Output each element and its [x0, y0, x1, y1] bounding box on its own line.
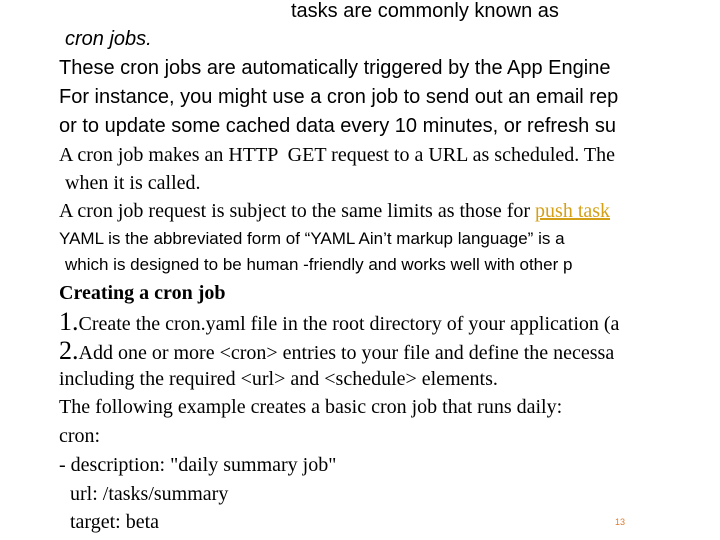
line-12	[59, 309, 619, 335]
line-19: target: beta	[70, 511, 160, 533]
line-17: - description: "daily summary job"	[59, 454, 337, 476]
line-9: YAML is the abbreviated form of “YAML Ain’t markup language” is a	[59, 229, 565, 248]
line-7: when it is called.	[65, 172, 201, 194]
step-number: 1.	[59, 307, 79, 336]
page-number: 13	[615, 517, 626, 527]
line-2: cron jobs.	[65, 28, 152, 50]
step-number: 2.	[59, 336, 79, 365]
line-14: including the required <url> and <schedule> elements.	[59, 368, 498, 390]
line-4: For instance, you might use a cron job to send out an email rep	[59, 86, 619, 108]
line-8-text: A cron job request is subject to the same limits as those for	[59, 200, 536, 222]
section-heading: Creating a cron job	[59, 282, 226, 304]
line-6: A cron job makes an HTTP GET request to a URL as scheduled. The	[59, 144, 615, 166]
line-5: or to update some cached data every 10 minutes, or refresh su	[59, 115, 616, 137]
line-10: which is designed to be human -friendly and works well with other p	[65, 255, 573, 274]
line-16: cron:	[59, 425, 101, 447]
line-13	[59, 338, 614, 364]
line-8	[59, 201, 610, 221]
line-18: url: /tasks/summary	[70, 483, 229, 505]
step-text: Add one or more <cron> entries to your file and define the necessa	[78, 342, 615, 364]
step-text: Create the cron.yaml file in the root directory of your application (a	[78, 313, 620, 335]
push-task-link[interactable]: push task	[535, 200, 611, 222]
line-15: The following example creates a basic cron job that runs daily:	[59, 396, 563, 418]
line-1: tasks are commonly known as	[291, 0, 559, 22]
line-3: These cron jobs are automatically triggered by the App Engine	[59, 57, 611, 79]
